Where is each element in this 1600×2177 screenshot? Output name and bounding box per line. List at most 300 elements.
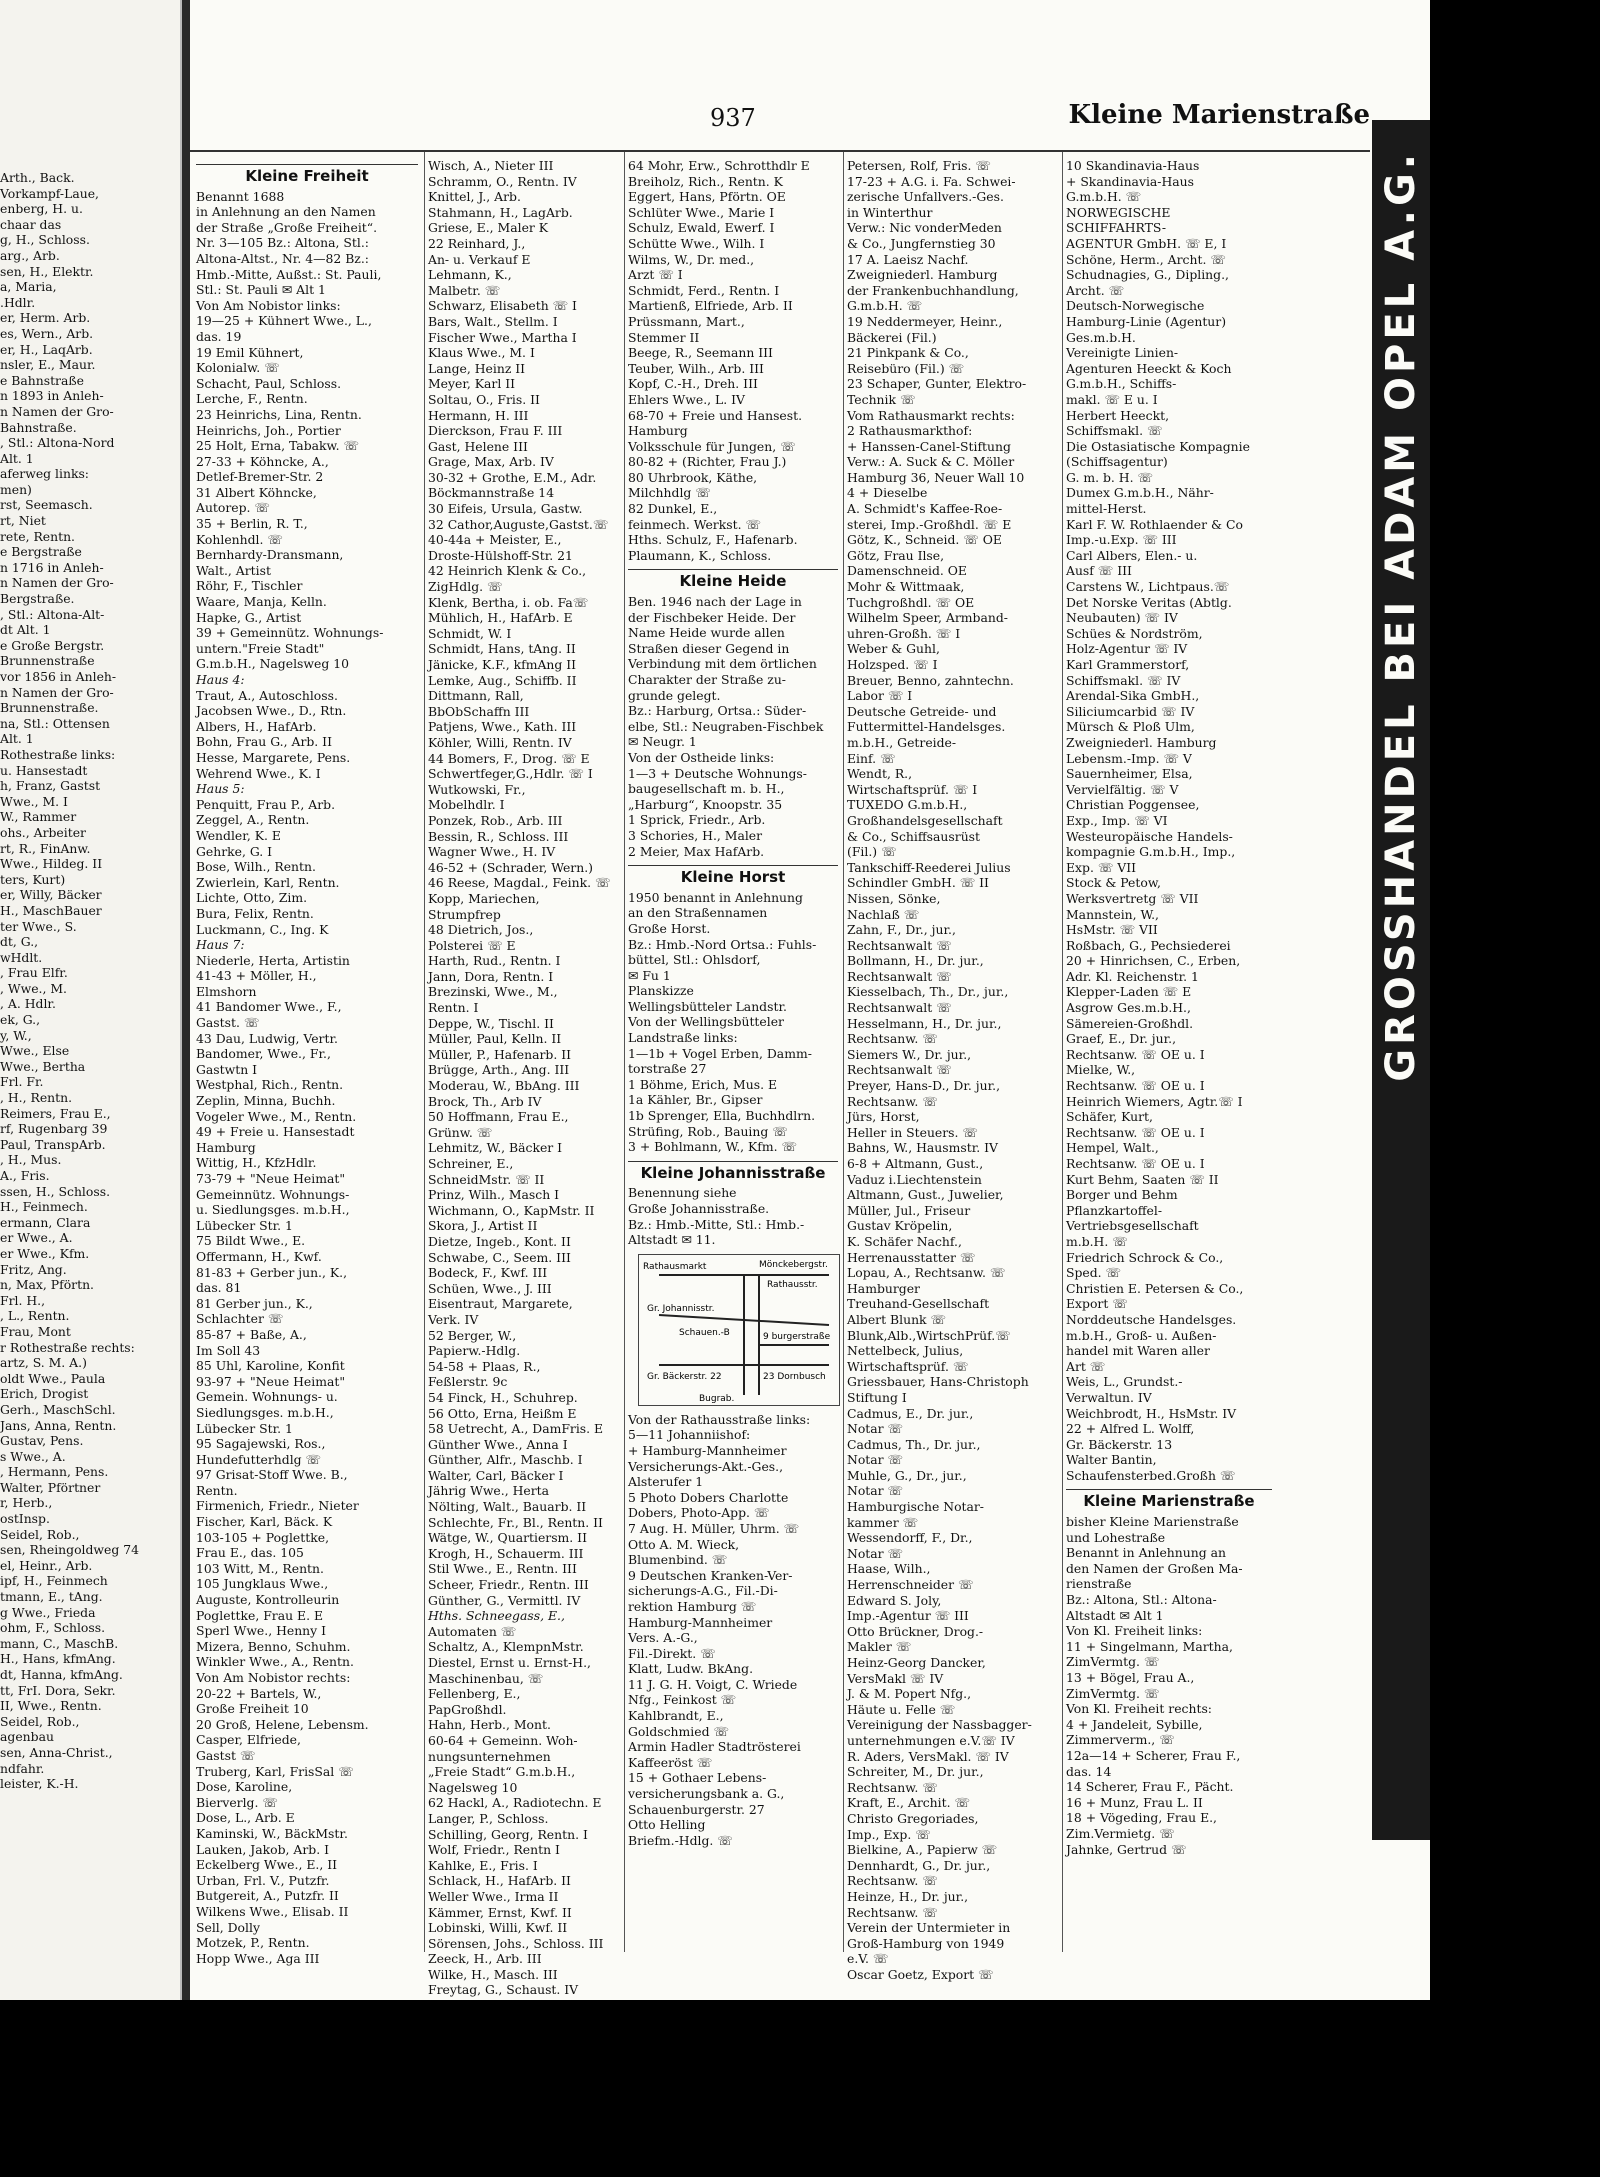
left-page-line: Frau, Mont	[0, 1323, 71, 1339]
directory-entry: Gastwtn I	[196, 1061, 258, 1077]
left-page-line: ohm, F., Schloss.	[0, 1620, 106, 1636]
directory-entry: Wendler, K. E	[196, 827, 281, 843]
directory-entry: Skora, J., Artist II	[428, 1218, 538, 1234]
column-5	[1066, 158, 1272, 1938]
directory-entry: feinmech. Werkst. ☏	[628, 516, 761, 532]
directory-entry: Breiholz, Rich., Rentn. K	[628, 173, 783, 189]
directory-entry: Schmidt, Hans, tAng. II	[428, 641, 576, 657]
directory-entry: 23 Heinrichs, Lina, Rentn.	[196, 406, 362, 422]
left-page-line: , Stl.: Altona-Alt-	[0, 606, 105, 622]
directory-entry: Wilke, H., Masch. III	[428, 1966, 558, 1982]
directory-entry: Mobelhdlr. I	[428, 797, 505, 813]
directory-entry: rektion Hamburg ☏	[628, 1598, 757, 1614]
left-page-line: W., Rammer	[0, 809, 77, 825]
left-page-line: er, Herm. Arb.	[0, 310, 91, 326]
directory-entry: Verw.: A. Suck & C. Möller	[847, 454, 1015, 470]
directory-entry: Kraft, E., Archit. ☏	[847, 1795, 970, 1811]
directory-entry: Große Horst.	[628, 920, 711, 936]
left-page-line: Gerh., MaschSchl.	[0, 1401, 116, 1417]
directory-entry: 32 Cathor,Auguste,Gastst.☏	[428, 516, 609, 532]
directory-entry: Siliciumcarbid ☏ IV	[1066, 703, 1195, 719]
directory-entry: Schiffsmakl. ☏ IV	[1066, 672, 1181, 688]
directory-entry: Rechtsanwalt ☏	[847, 968, 952, 984]
street-map-sketch	[638, 1254, 840, 1406]
directory-entry: 103-105 + Poglettke,	[196, 1529, 330, 1545]
directory-entry: Herrenausstatter ☏	[847, 1249, 976, 1265]
directory-entry: Schulz, Ewald, Ewerf. I	[628, 220, 775, 236]
directory-entry: Fellenberg, E.,	[428, 1686, 521, 1702]
directory-entry: 18 + Vögeding, Frau E.,	[1066, 1810, 1217, 1826]
left-page-line: H., MaschBauer	[0, 902, 102, 918]
directory-entry: Langer, P., Schloss.	[428, 1810, 549, 1826]
left-page-line: Frl. Fr.	[0, 1074, 44, 1090]
directory-entry: Strumpfrep	[428, 906, 501, 922]
directory-entry: + Skandinavia-Haus	[1066, 173, 1195, 189]
directory-entry: Schauenburgerstr. 27	[628, 1801, 765, 1817]
directory-entry: Hmb.-Mitte, Außst.: St. Pauli,	[196, 266, 382, 282]
directory-entry: Rechtsanw. ☏ OE u. I	[1066, 1124, 1205, 1140]
left-page-line: nsler, E., Maur.	[0, 357, 96, 373]
directory-entry: Weber & Guhl,	[847, 641, 940, 657]
left-page-line: Bergstraße.	[0, 591, 75, 607]
directory-entry: Nfg., Feinkost ☏	[628, 1692, 737, 1708]
left-page-line: dt, G.,	[0, 934, 39, 950]
directory-entry: Stl.: St. Pauli ✉ Alt 1	[196, 282, 326, 298]
directory-entry: 19—25 + Kühnert Wwe., L.,	[196, 313, 372, 329]
directory-entry: Heinrichs, Joh., Portier	[196, 422, 341, 438]
directory-entry: AGENTUR GmbH. ☏ E, I	[1066, 235, 1227, 251]
map-label: Bugrab.	[699, 1393, 735, 1404]
street-heading: Kleine Marienstraße	[1066, 1489, 1272, 1510]
directory-entry: Schmidt, W. I	[428, 625, 512, 641]
directory-entry: Von der Ostheide links:	[628, 749, 775, 765]
directory-entry: G.m.b.H., Nagelsweg 10	[196, 656, 349, 672]
directory-entry: mittel-Herst.	[1066, 501, 1147, 517]
left-page-line: ermann, Clara	[0, 1214, 91, 1230]
directory-entry: Einf. ☏	[847, 750, 896, 766]
map-label: Rathausmarkt	[643, 1261, 707, 1272]
directory-entry: Bollmann, H., Dr. jur.,	[847, 953, 984, 969]
left-page-line: rete, Rentn.	[0, 528, 75, 544]
directory-entry: Schmidt, Ferd., Rentn. I	[628, 282, 780, 298]
directory-entry: Arendal-Sika GmbH.,	[1066, 688, 1200, 704]
directory-entry: Verk. IV	[428, 1311, 479, 1327]
directory-entry: Neubauten) ☏ IV	[1066, 610, 1178, 626]
left-page-line: Erich, Drogist	[0, 1386, 89, 1402]
directory-entry: Lemke, Aug., Schiffb. II	[428, 672, 577, 688]
directory-entry: 1—1b + Vogel Erben, Damm-	[628, 1045, 812, 1061]
directory-entry: Offermann, H., Kwf.	[196, 1248, 322, 1264]
directory-entry: Deppe, W., Tischl. II	[428, 1015, 554, 1031]
directory-entry: Christian Poggensee,	[1066, 797, 1200, 813]
directory-entry: Frau E., das. 105	[196, 1545, 304, 1561]
directory-entry: Verein der Untermieter in	[847, 1920, 1011, 1936]
directory-entry: Mohr & Wittmaak,	[847, 579, 965, 595]
directory-entry: Imp.-u.Exp. ☏ III	[1066, 532, 1177, 548]
directory-entry: Schwabe, C., Seem. III	[428, 1249, 571, 1265]
directory-entry: 20 Groß, Helene, Lebensm.	[196, 1716, 369, 1732]
left-page-line: rt, Niet	[0, 513, 46, 529]
directory-entry: 3 + Bohlmann, W., Kfm. ☏	[628, 1139, 797, 1155]
directory-entry: Schwertfeger,G.,Hdlr. ☏ I	[428, 766, 593, 782]
directory-entry: Walter Bantin,	[1066, 1452, 1157, 1468]
directory-entry: G.m.b.H., Schiffs-	[1066, 376, 1177, 392]
directory-entry: Blunk,Alb.,WirtschPrüf.☏	[847, 1327, 1011, 1343]
directory-entry: Graef, E., Dr. jur.,	[1066, 1031, 1177, 1047]
directory-entry: VersMakl ☏ IV	[847, 1670, 944, 1686]
left-page-line: n Namen der Gro-	[0, 403, 114, 419]
directory-entry: 48 Dietrich, Jos.,	[428, 922, 534, 938]
left-page-line: tmann, E., tAng.	[0, 1589, 103, 1605]
directory-entry: Nachlaß ☏	[847, 906, 920, 922]
directory-entry: Otto Helling	[628, 1817, 706, 1833]
directory-entry: Bz.: Hmb.-Nord Ortsa.: Fuhls-	[628, 936, 817, 952]
left-page-line: Arth., Back.	[0, 170, 75, 185]
directory-entry: Casper, Elfriede,	[196, 1732, 301, 1748]
directory-entry: Ehlers Wwe., L. IV	[628, 391, 745, 407]
directory-entry: Sörensen, Johs., Schloss. III	[428, 1935, 604, 1951]
directory-entry: Altmann, Gust., Juwelier,	[847, 1187, 1004, 1203]
left-page-line: arg., Arb.	[0, 247, 60, 263]
directory-entry: Heller in Steuers. ☏	[847, 1124, 978, 1140]
directory-entry: Polsterei ☏ E	[428, 937, 516, 953]
directory-entry: Griese, E., Maler K	[428, 220, 549, 236]
left-page-line: , H., Mus.	[0, 1152, 62, 1168]
directory-entry: Schacht, Paul, Schloss.	[196, 375, 342, 391]
directory-entry: Rechtsanw. ☏ OE u. I	[1066, 1156, 1205, 1171]
house-note: Haus 5:	[196, 781, 245, 797]
directory-entry: 85-87 + Baße, A.,	[196, 1326, 307, 1342]
directory-entry: Mürsch & Ploß Ulm,	[1066, 719, 1195, 735]
directory-entry: Rechtsanw. ☏	[847, 1093, 938, 1109]
directory-entry: Lehmann, K.,	[428, 267, 512, 283]
directory-entry: Götz, Frau Ilse,	[847, 547, 945, 563]
directory-entry: Jacobsen Wwe., D., Rtn.	[196, 703, 347, 719]
directory-entry: Deutsch-Norwegische	[1066, 298, 1205, 314]
directory-entry: Penquitt, Frau P., Arb.	[196, 796, 336, 812]
directory-entry: in Anlehnung an den Namen	[196, 204, 376, 220]
directory-entry: Patjens, Wwe., Kath. III	[428, 719, 577, 735]
left-page-line: rst, Seemasch.	[0, 497, 93, 513]
left-page-line: n 1893 in Anleh-	[0, 388, 104, 404]
directory-entry: Nagelsweg 10	[428, 1779, 518, 1795]
directory-entry: Bahns, W., Hausmstr. IV	[847, 1140, 998, 1156]
directory-entry: 103 Witt, M., Rentn.	[196, 1560, 324, 1576]
directory-entry: in Winterthur	[847, 204, 933, 220]
left-page-line: g Wwe., Frieda	[0, 1604, 96, 1620]
directory-entry: Nr. 3—105 Bz.: Altona, Stl.:	[196, 235, 369, 251]
directory-entry: 73-79 + "Neue Heimat"	[196, 1171, 346, 1186]
directory-entry: Böckmannstraße 14	[428, 485, 555, 501]
house-note: Haus 4:	[196, 672, 245, 687]
directory-entry: Prinz, Wilh., Masch I	[428, 1187, 560, 1203]
left-page-column	[0, 170, 178, 1792]
left-page-line: e Bahnstraße	[0, 372, 84, 388]
directory-entry: Hamburg-Linie (Agentur)	[1066, 313, 1227, 329]
directory-entry: 19 Emil Kühnert,	[196, 344, 304, 360]
left-page-line: chaar das	[0, 216, 62, 232]
directory-entry: Imp.-Agentur ☏ III	[847, 1608, 969, 1624]
directory-entry: den Namen der Großen Ma-	[1066, 1560, 1243, 1576]
directory-entry: nungsunternehmen	[428, 1748, 551, 1764]
directory-entry: Lopau, A., Rechtsanw. ☏	[847, 1265, 1006, 1281]
directory-entry: Weis, L., Grundst.-	[1066, 1374, 1183, 1390]
directory-entry: uhren-Großh. ☏ I	[847, 625, 961, 641]
directory-entry: SCHIFFAHRTS-	[1066, 220, 1167, 236]
left-page-line: Jans, Anna, Rentn.	[0, 1417, 117, 1433]
directory-entry: Brezinski, Wwe., M.,	[428, 984, 558, 1000]
directory-entry: Exp. ☏ VII	[1066, 859, 1137, 875]
directory-entry: Vereinigte Linien-	[1066, 345, 1179, 361]
directory-entry: Schütte Wwe., Wilh. I	[628, 235, 765, 251]
directory-entry: Briefm.-Hdlg. ☏	[628, 1832, 733, 1848]
directory-entry: Schramm, O., Rentn. IV	[428, 173, 577, 189]
left-page-line: Fritz, Ang.	[0, 1261, 67, 1277]
directory-entry: 15 + Gothaer Lebens-	[628, 1770, 767, 1786]
directory-entry: der Fischbeker Heide. Der	[628, 609, 796, 625]
directory-entry: 54-58 + Plaas, R.,	[428, 1358, 541, 1374]
directory-entry: 11 J. G. H. Voigt, C. Wriede	[628, 1676, 798, 1692]
directory-entry: Vaduz i.Liechtenstein	[847, 1171, 982, 1187]
directory-entry: Kopp, Mariechen,	[428, 890, 540, 906]
directory-entry: Klaus Wwe., M. I	[428, 345, 535, 361]
page-number: 937	[710, 104, 756, 132]
directory-entry: Beege, R., Seemann III	[628, 345, 773, 361]
left-page-line: wHdlt.	[0, 949, 43, 965]
directory-entry: u. Siedlungsges. m.b.H.,	[196, 1202, 350, 1218]
directory-entry: 4 + Dieselbe	[847, 485, 928, 501]
map-label: Gr. Johannisstr.	[647, 1303, 715, 1314]
directory-entry: Rechtsanwalt ☏	[847, 937, 952, 953]
directory-entry: ✉ Fu 1	[628, 967, 671, 983]
directory-entry: TUXEDO G.m.b.H.,	[847, 797, 968, 813]
directory-entry: Wirtschaftsprüf. ☏	[847, 1358, 969, 1374]
directory-entry: Günther, Alfr., Maschb. I	[428, 1452, 583, 1468]
directory-entry: Schiffsmakl. ☏	[1066, 423, 1163, 439]
left-page-line: H., Feinmech.	[0, 1199, 88, 1215]
directory-entry: Vertriebsgesellschaft	[1066, 1218, 1199, 1234]
left-page-line: Wwe., M. I	[0, 793, 68, 809]
directory-entry: Wilms, W., Dr. med.,	[628, 251, 755, 267]
directory-entry: Hahn, Herb., Mont.	[428, 1717, 551, 1733]
directory-entry: 64 Mohr, Erw., Schrotthdlr E	[628, 158, 810, 173]
directory-entry: Bernhardy-Dransmann,	[196, 547, 344, 563]
directory-entry: 13 + Bögel, Frau A.,	[1066, 1670, 1195, 1685]
column-3	[628, 158, 838, 1938]
directory-entry: 49 + Freie u. Hansestadt	[196, 1124, 355, 1140]
directory-entry: Jänicke, K.F., kfmAng II	[428, 657, 577, 672]
directory-entry: Gehrke, G. I	[196, 843, 273, 859]
directory-entry: Wehrend Wwe., K. I	[196, 765, 321, 781]
directory-entry: Großhandelsgesellschaft	[847, 812, 1003, 828]
directory-entry: büttel, Stl.: Ohlsdorf,	[628, 952, 761, 968]
directory-entry: 2 Meier, Max HafArb.	[628, 843, 765, 859]
directory-entry: Dose, Karoline,	[196, 1779, 293, 1795]
directory-entry: Schreiner, E.,	[428, 1156, 514, 1171]
directory-entry: Elmshorn	[196, 983, 257, 999]
left-page-line: e Bergstraße	[0, 544, 82, 560]
directory-entry: Rechtsanw. ☏ OE u. I	[1066, 1046, 1205, 1062]
left-page-line: er Wwe., A.	[0, 1230, 73, 1246]
directory-entry: Milchhdlg ☏	[628, 485, 711, 501]
directory-entry: Köhler, Willi, Rentn. IV	[428, 734, 572, 750]
directory-entry: „Harburg“, Knoopstr. 35	[628, 796, 783, 812]
directory-entry: Benannt in Anlehnung an	[1066, 1545, 1226, 1561]
directory-entry: der Straße „Große Freiheit“.	[196, 219, 378, 235]
street-heading: Kleine Horst	[628, 865, 838, 886]
directory-entry: Grage, Max, Arb. IV	[428, 454, 554, 470]
directory-entry: 27-33 + Köhncke, A.,	[196, 453, 329, 469]
directory-entry: Gustav Kröpelin,	[847, 1218, 953, 1234]
directory-entry: Röhr, F., Tischler	[196, 578, 303, 594]
directory-entry: Zweigniederl. Hamburg	[1066, 734, 1217, 750]
directory-entry: Art ☏	[1066, 1358, 1106, 1374]
directory-entry: Maschinenbau, ☏	[428, 1670, 544, 1686]
directory-entry: Droste-Hülshoff-Str. 21	[428, 547, 573, 563]
left-page-line: rt, R., FinAnw.	[0, 840, 91, 856]
directory-entry: Eckelberg Wwe., E., II	[196, 1857, 337, 1873]
directory-entry: Lauken, Jakob, Arb. I	[196, 1841, 329, 1857]
left-page-line: ssen, H., Schloss.	[0, 1183, 111, 1199]
directory-entry: Diestel, Ernst u. Ernst-H.,	[428, 1655, 591, 1670]
directory-entry: Kaffeeröst ☏	[628, 1754, 713, 1770]
directory-entry: Rentn. I	[428, 1000, 479, 1016]
directory-entry: sterei, Imp.-Großhdl. ☏ E	[847, 516, 1012, 532]
directory-entry: 80-82 + (Richter, Frau J.)	[628, 454, 787, 470]
directory-entry: Karl Grammerstorf,	[1066, 657, 1190, 672]
left-page-line: Seidel, Rob.,	[0, 1713, 80, 1729]
directory-entry: der Frankenbuchhandlung,	[847, 282, 1019, 298]
directory-entry: Dietze, Ingeb., Kont. II	[428, 1233, 571, 1249]
directory-entry: Pflanzkartoffel-	[1066, 1202, 1163, 1218]
left-page-line: , Wwe., M.	[0, 980, 67, 996]
directory-entry: das. 81	[196, 1280, 242, 1296]
directory-entry: Schäfer, Kurt,	[1066, 1109, 1153, 1125]
directory-entry: 19 Neddermeyer, Heinr.,	[847, 313, 1003, 329]
directory-entry: Tankschiff-Reederei Julius	[847, 859, 1011, 875]
directory-entry: 46-52 + (Schrader, Wern.)	[428, 859, 593, 875]
directory-entry: Schlachter ☏	[196, 1311, 284, 1327]
left-page-line: Wwe., Bertha	[0, 1058, 86, 1074]
directory-entry: Von Am Nobistor rechts:	[196, 1670, 351, 1685]
directory-entry: Niederle, Herta, Artistin	[196, 952, 350, 968]
directory-entry: Landstraße links:	[628, 1030, 738, 1046]
directory-entry: Bz.: Hmb.-Mitte, Stl.: Hmb.-	[628, 1216, 805, 1232]
left-page-line: H., Hans, kfmAng.	[0, 1651, 116, 1667]
directory-entry: Nölting, Walt., Bauarb. II	[428, 1499, 587, 1515]
directory-entry: Schindler GmbH. ☏ II	[847, 875, 989, 891]
directory-entry: Wilhelm Speer, Armband-	[847, 610, 1008, 626]
directory-entry: „Freie Stadt“ G.m.b.H.,	[428, 1764, 576, 1780]
directory-entry: Volksschule für Jungen, ☏	[628, 438, 796, 454]
directory-entry: 11 + Singelmann, Martha,	[1066, 1638, 1233, 1654]
left-page-line: ek, G.,	[0, 1012, 41, 1028]
directory-entry: Wellingsbütteler Landstr.	[628, 998, 787, 1014]
directory-entry: (Fil.) ☏	[847, 844, 897, 860]
directory-entry: Zeggel, A., Rentn.	[196, 812, 310, 828]
directory-entry: 1 Böhme, Erich, Mus. E	[628, 1076, 778, 1092]
directory-entry: 95 Sagajewski, Ros.,	[196, 1436, 326, 1452]
left-page-line: Wwe., Else	[0, 1043, 70, 1059]
directory-entry: 43 Dau, Ludwig, Vertr.	[196, 1030, 338, 1046]
directory-entry: 68-70 + Freie und Hansest.	[628, 407, 803, 423]
directory-entry: Heinrich Wiemers, Agtr.☏ I	[1066, 1093, 1243, 1109]
directory-entry: Norddeutsche Handelsges.	[1066, 1311, 1237, 1327]
directory-entry: Detlef-Bremer-Str. 2	[196, 469, 324, 485]
directory-entry: elbe, Stl.: Neugraben-Fischbek	[628, 718, 824, 734]
directory-entry: Häute u. Felle ☏	[847, 1701, 956, 1717]
directory-entry: Asgrow Ges.m.b.H.,	[1066, 1000, 1191, 1016]
running-title: Kleine Marienstraße	[1068, 100, 1370, 130]
left-page-line: rf, Rugenbarg 39	[0, 1121, 108, 1137]
directory-entry: 52 Berger, W.,	[428, 1327, 517, 1343]
directory-entry: Rechtsanwalt ☏	[847, 1000, 952, 1016]
directory-entry: bisher Kleine Marienstraße	[1066, 1514, 1239, 1530]
left-page-line: u. Hansestadt	[0, 762, 88, 778]
directory-entry: Stahmann, H., LagArb.	[428, 204, 573, 220]
directory-entry: Bz.: Altona, Stl.: Altona-	[1066, 1592, 1217, 1608]
directory-entry: + Hamburg-Mannheimer	[628, 1442, 787, 1458]
directory-entry: 10 Skandinavia-Haus	[1066, 158, 1200, 173]
directory-entry: 25 Holt, Erna, Tabakw. ☏	[196, 438, 360, 454]
directory-entry: Agenturen Heeckt & Koch	[1066, 360, 1232, 376]
directory-entry: Wirtschaftsprüf. ☏ I	[847, 781, 978, 797]
directory-entry: Dittmann, Rall,	[428, 688, 524, 704]
left-page-line: n, Max, Pförtn.	[0, 1277, 95, 1293]
directory-entry: Kolonialw. ☏	[196, 360, 280, 376]
left-page-line: ostInsp.	[0, 1511, 50, 1527]
directory-entry: Hamburgische Notar-	[847, 1499, 984, 1515]
directory-entry: Wilkens Wwe., Elisab. II	[196, 1903, 349, 1919]
map-label: 23 Dornbusch	[763, 1371, 826, 1382]
directory-entry: Müller, Paul, Kelln. II	[428, 1031, 562, 1047]
directory-entry: Deutsche Getreide- und	[847, 703, 997, 719]
directory-entry: Vers. A.-G.,	[628, 1630, 698, 1646]
directory-entry: Rentn.	[196, 1482, 238, 1498]
directory-entry: Borger und Behm	[1066, 1187, 1178, 1203]
directory-entry: 1 Sprick, Friedr., Arb.	[628, 812, 766, 828]
directory-entry: Große Freiheit 10	[196, 1701, 309, 1717]
left-page-line: , L., Rentn.	[0, 1308, 70, 1324]
directory-entry: Ponzek, Rob., Arb. III	[428, 812, 563, 828]
directory-entry: Rechtsanwalt ☏	[847, 1062, 952, 1078]
directory-entry: Sauernheimer, Elsa,	[1066, 766, 1193, 782]
directory-entry: Edward S. Joly,	[847, 1592, 942, 1608]
directory-entry: Kahlke, E., Fris. I	[428, 1857, 538, 1873]
directory-entry: Holzsped. ☏ I	[847, 657, 938, 672]
directory-entry: Von der Wellingsbütteler	[628, 1014, 784, 1030]
directory-entry: Notar ☏	[847, 1421, 904, 1437]
directory-entry: Sped. ☏	[1066, 1265, 1122, 1281]
directory-entry: Gastst. ☏	[196, 1015, 260, 1031]
left-page-line: Vorkampf-Laue,	[0, 185, 99, 201]
directory-entry: Schlack, H., HafArb. II	[428, 1873, 571, 1889]
directory-entry: Nissen, Sönke,	[847, 890, 941, 906]
directory-entry: Schües & Nordström,	[1066, 625, 1203, 641]
directory-entry: Friedrich Schrock & Co.,	[1066, 1249, 1224, 1265]
column-divider	[843, 152, 844, 1952]
directory-entry: Carl Albers, Elen.- u.	[1066, 547, 1198, 563]
directory-entry: 81-83 + Gerber jun., K.,	[196, 1264, 348, 1280]
directory-entry: Verwaltun. IV	[1066, 1389, 1152, 1405]
directory-entry: 6-8 + Altmann, Gust.,	[847, 1156, 984, 1171]
directory-entry: Wätge, W., Quartiersm. II	[428, 1530, 587, 1546]
directory-entry: 97 Grisat-Stoff Wwe. B.,	[196, 1467, 348, 1483]
directory-entry: Ges.m.b.H.	[1066, 329, 1136, 345]
directory-entry: NORWEGISCHE	[1066, 204, 1171, 220]
directory-entry: Meyer, Karl II	[428, 376, 516, 392]
directory-entry: Wichmann, O., KapMstr. II	[428, 1202, 595, 1218]
